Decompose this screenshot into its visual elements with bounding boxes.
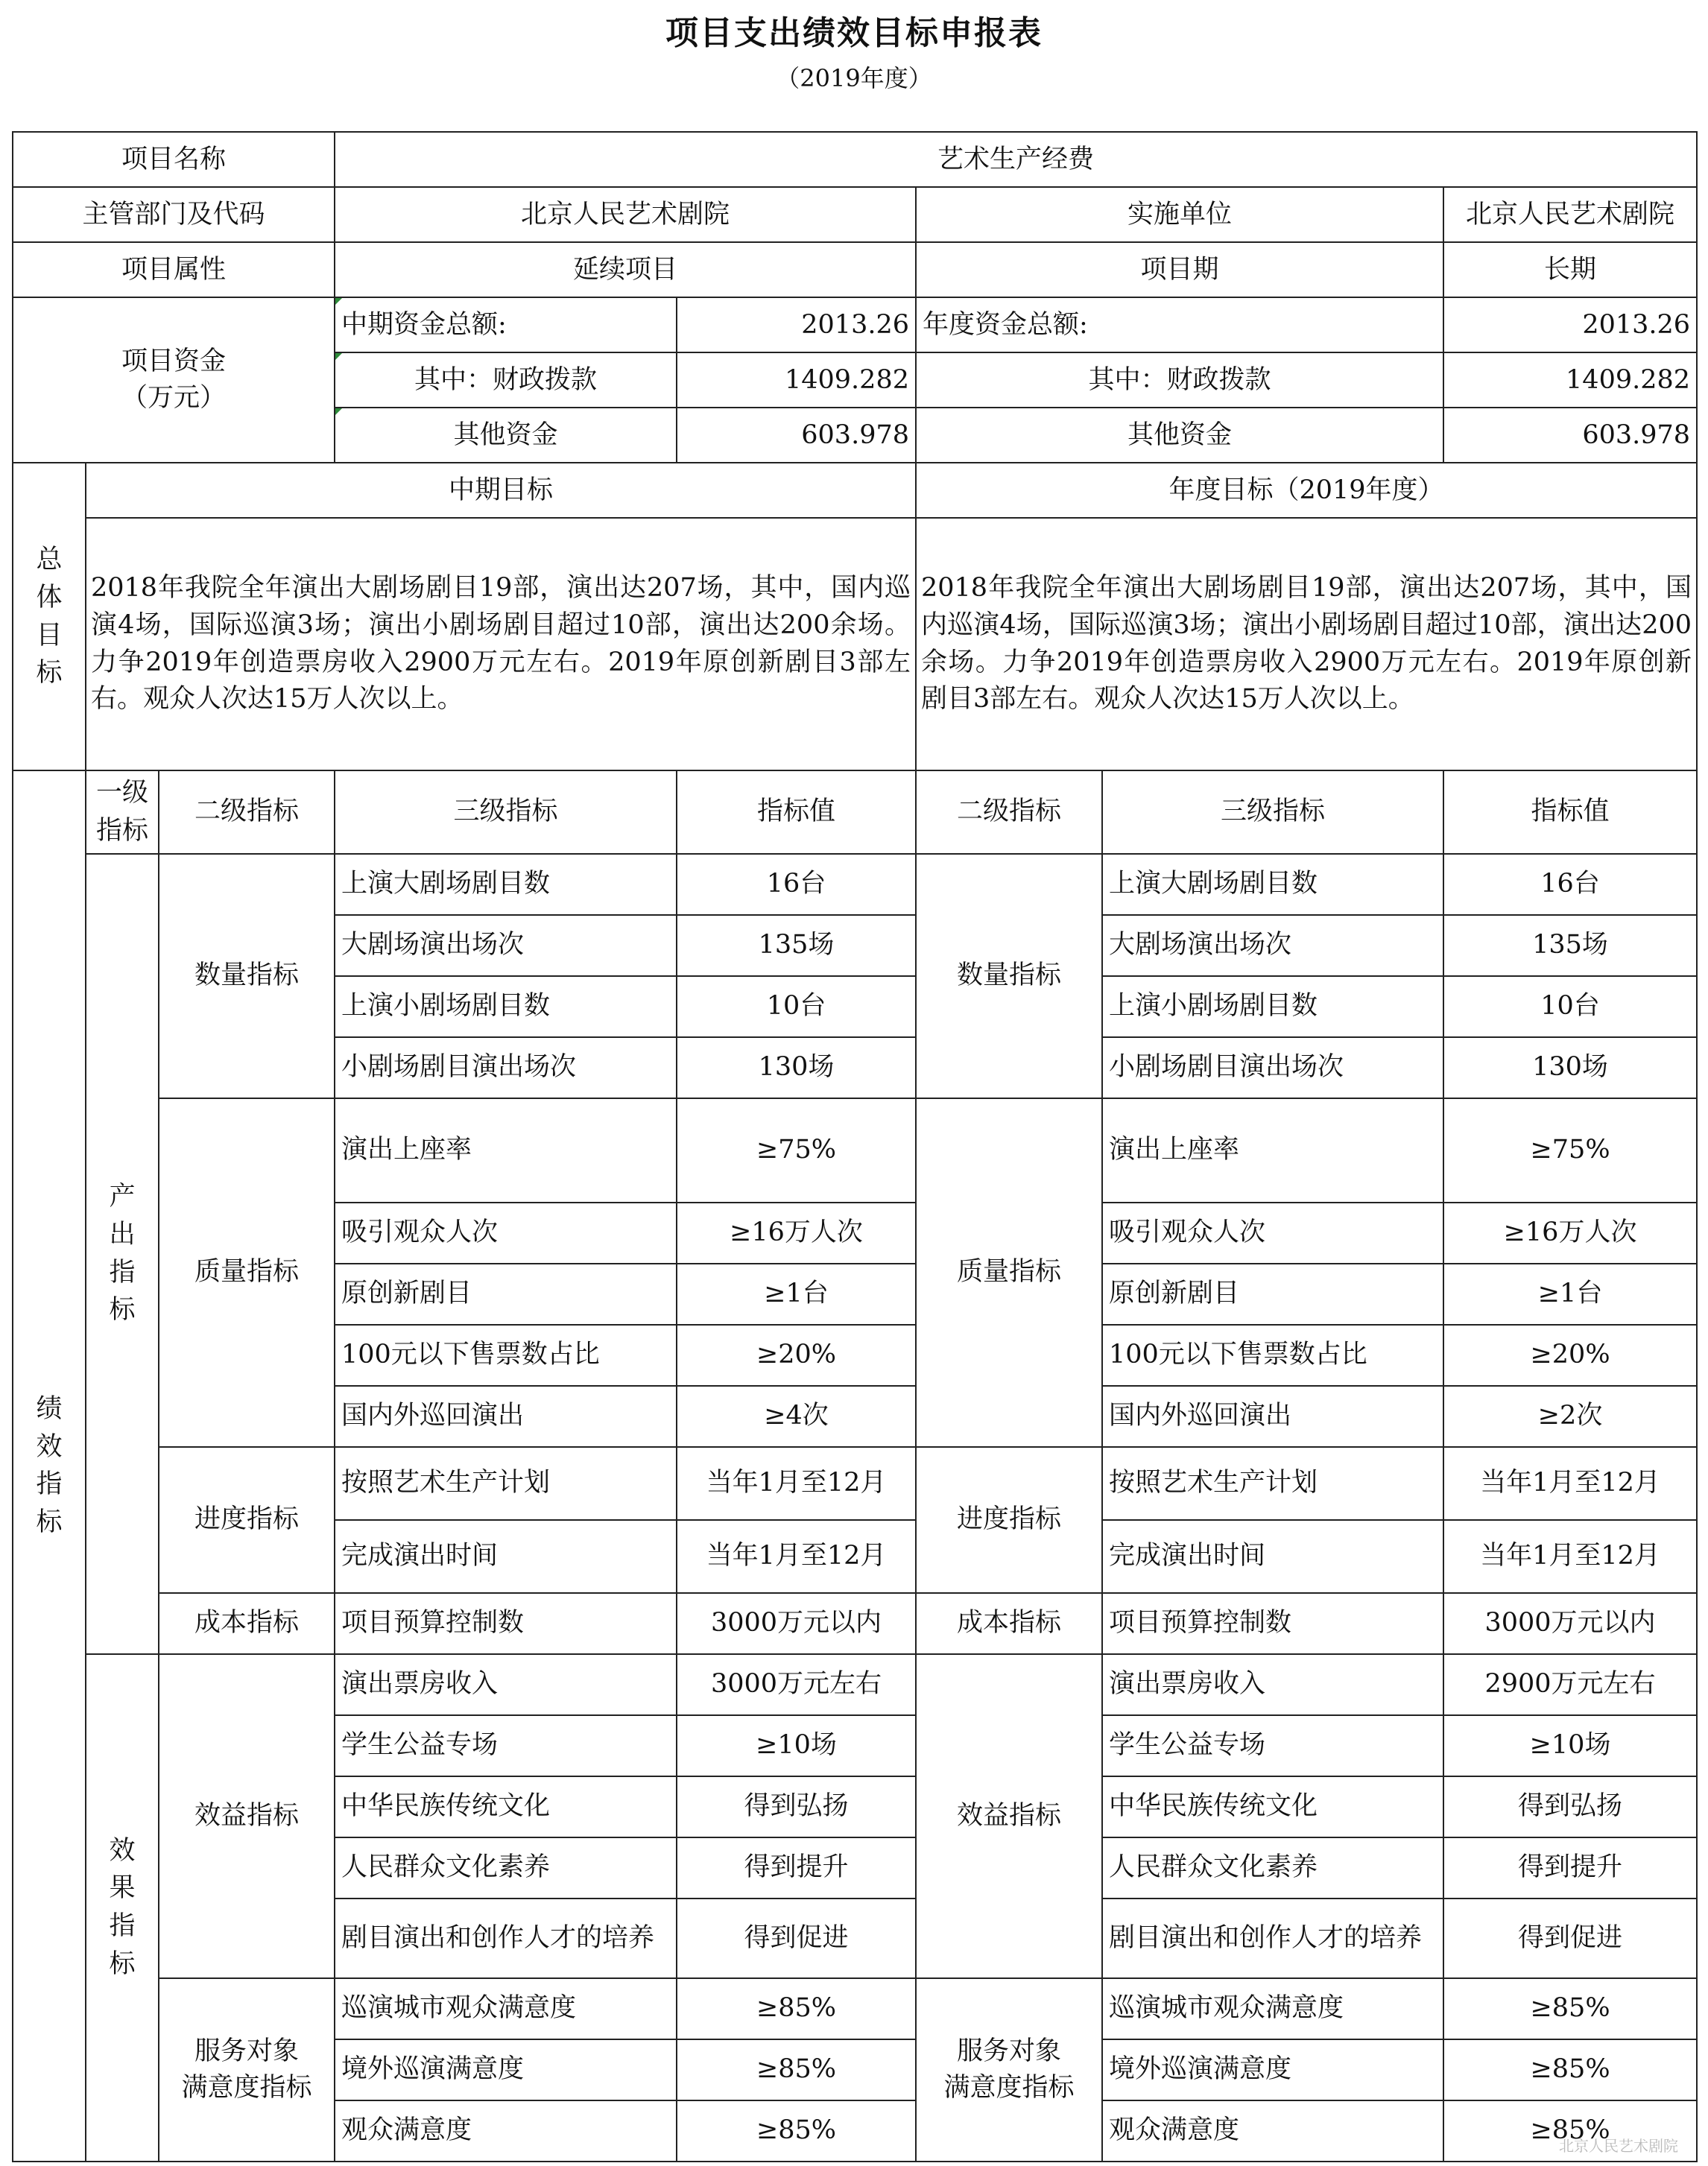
indicator-name: 上演大剧场剧目数 bbox=[335, 854, 677, 915]
indicator-name: 原创新剧目 bbox=[335, 1264, 677, 1325]
indicator-value-year: ≥16万人次 bbox=[1443, 1203, 1697, 1264]
indicator-name: 学生公益专场 bbox=[1102, 1715, 1443, 1776]
attr-label: 项目属性 bbox=[13, 242, 335, 297]
indicator-value-year: ≥20% bbox=[1443, 1325, 1697, 1386]
indicator-name: 学生公益专场 bbox=[335, 1715, 677, 1776]
indicator-value-year: ≥85% bbox=[1443, 1978, 1697, 2039]
quality-indicator-year: 质量指标 bbox=[916, 1098, 1102, 1447]
satisfaction-indicator-year: 服务对象 满意度指标 bbox=[916, 1978, 1102, 2162]
indicator-name: 吸引观众人次 bbox=[1102, 1203, 1443, 1264]
level3-header-year: 三级指标 bbox=[1102, 770, 1443, 854]
project-name-value: 艺术生产经费 bbox=[335, 132, 1697, 187]
indicator-name: 上演小剧场剧目数 bbox=[335, 976, 677, 1037]
mid-fiscal-label: 其中：财政拨款 bbox=[335, 352, 677, 408]
year-other-label: 其他资金 bbox=[916, 408, 1443, 463]
indicator-name: 项目预算控制数 bbox=[1102, 1593, 1443, 1654]
year-total-label: 年度资金总额: bbox=[916, 297, 1443, 352]
value-header-mid: 指标值 bbox=[677, 770, 916, 854]
indicator-name: 小剧场剧目演出场次 bbox=[335, 1037, 677, 1098]
indicator-value-mid: 16台 bbox=[677, 854, 916, 915]
dept-value: 北京人民艺术剧院 bbox=[335, 187, 916, 242]
indicator-name: 小剧场剧目演出场次 bbox=[1102, 1037, 1443, 1098]
value-header-year: 指标值 bbox=[1443, 770, 1697, 854]
row-goal-headers bbox=[13, 463, 1697, 518]
indicator-value-year: 135场 bbox=[1443, 915, 1697, 976]
output-indicator-label: 产 出 指 标 bbox=[86, 854, 159, 1654]
indicator-name: 中华民族传统文化 bbox=[1102, 1776, 1443, 1837]
indicator-name: 观众满意度 bbox=[335, 2100, 677, 2162]
indicator-value-mid: 得到提升 bbox=[677, 1837, 916, 1899]
indicator-value-year: 3000万元以内 bbox=[1443, 1593, 1697, 1654]
year-goal-text: 2018年我院全年演出大剧场剧目19部，演出达207场，其中，国内巡演4场，国际巡演3场；演出小剧场剧目超过10部，演出达200余场。力争2019年创造票房收入2900万元左右。2019年原创新剧目3部左右。观众人次达15万人次以上。 bbox=[916, 518, 1697, 770]
indicator-name: 人民群众文化素养 bbox=[335, 1837, 677, 1899]
form-title: 项目支出绩效目标申报表 bbox=[665, 14, 1043, 52]
indicator-value-year: 130场 bbox=[1443, 1037, 1697, 1098]
indicator-value-mid: ≥85% bbox=[677, 2039, 916, 2100]
indicator-name: 演出上座率 bbox=[1102, 1098, 1443, 1203]
indicator-value-year: 16台 bbox=[1443, 854, 1697, 915]
mid-other-value: 603.978 bbox=[677, 408, 916, 463]
indicator-value-mid: ≥16万人次 bbox=[677, 1203, 916, 1264]
indicator-value-mid: 3000万元左右 bbox=[677, 1654, 916, 1715]
indicator-value-mid: 得到弘扬 bbox=[677, 1776, 916, 1837]
indicator-value-mid: 当年1月至12月 bbox=[677, 1447, 916, 1520]
indicator-name: 按照艺术生产计划 bbox=[335, 1447, 677, 1520]
dept-label: 主管部门及代码 bbox=[13, 187, 335, 242]
indicator-name: 上演大剧场剧目数 bbox=[1102, 854, 1443, 915]
attr-value: 延续项目 bbox=[335, 242, 916, 297]
benefit-indicator-mid: 效益指标 bbox=[159, 1654, 335, 1978]
mid-total-label: 中期资金总额: bbox=[335, 297, 677, 352]
year-fiscal-value: 1409.282 bbox=[1443, 352, 1697, 408]
period-value: 长期 bbox=[1443, 242, 1697, 297]
row-project-name bbox=[13, 132, 1697, 187]
table-row bbox=[13, 1447, 1697, 1520]
indicator-name: 演出票房收入 bbox=[1102, 1654, 1443, 1715]
indicator-value-year: ≥1台 bbox=[1443, 1264, 1697, 1325]
progress-indicator-mid: 进度指标 bbox=[159, 1447, 335, 1593]
table-row bbox=[13, 1098, 1697, 1203]
indicator-value-mid: ≥4次 bbox=[677, 1386, 916, 1447]
period-label: 项目期 bbox=[916, 242, 1443, 297]
indicator-name: 100元以下售票数占比 bbox=[335, 1325, 677, 1386]
indicator-name: 按照艺术生产计划 bbox=[1102, 1447, 1443, 1520]
row-goal-text bbox=[13, 518, 1697, 770]
unit-value: 北京人民艺术剧院 bbox=[1443, 187, 1697, 242]
mid-goal-text: 2018年我院全年演出大剧场剧目19部，演出达207场，其中，国内巡演4场，国际巡演3场；演出小剧场剧目超过10部，演出达200余场。力争2019年创造票房收入2900万元左右。2019年原创新剧目3部左右。观众人次达15万人次以上。 bbox=[86, 518, 916, 770]
indicator-name: 大剧场演出场次 bbox=[335, 915, 677, 976]
fund-label-line2: （万元） bbox=[121, 383, 226, 413]
cost-indicator-year: 成本指标 bbox=[916, 1593, 1102, 1654]
mid-total-value: 2013.26 bbox=[677, 297, 916, 352]
indicator-name: 大剧场演出场次 bbox=[1102, 915, 1443, 976]
indicator-value-mid: ≥1台 bbox=[677, 1264, 916, 1325]
quantity-indicator-mid: 数量指标 bbox=[159, 854, 335, 1098]
indicator-name: 演出上座率 bbox=[335, 1098, 677, 1203]
indicator-value-year: 2900万元左右 bbox=[1443, 1654, 1697, 1715]
indicator-value-mid: 3000万元以内 bbox=[677, 1593, 916, 1654]
indicator-value-mid: 135场 bbox=[677, 915, 916, 976]
indicator-value-mid: 得到促进 bbox=[677, 1899, 916, 1978]
indicator-value-year: 10台 bbox=[1443, 976, 1697, 1037]
satisfaction-indicator-mid: 服务对象 满意度指标 bbox=[159, 1978, 335, 2162]
indicator-value-year: ≥85% bbox=[1443, 2100, 1697, 2162]
indicator-name: 吸引观众人次 bbox=[335, 1203, 677, 1264]
indicator-name: 人民群众文化素养 bbox=[1102, 1837, 1443, 1899]
indicator-value-year: ≥75% bbox=[1443, 1098, 1697, 1203]
indicator-value-year: ≥10场 bbox=[1443, 1715, 1697, 1776]
level1-header: 一级 指标 bbox=[86, 770, 159, 854]
row-attribute bbox=[13, 242, 1697, 297]
form-subtitle: （2019年度） bbox=[776, 64, 932, 92]
cost-indicator-mid: 成本指标 bbox=[159, 1593, 335, 1654]
effect-indicator-label: 效 果 指 标 bbox=[86, 1654, 159, 2162]
indicator-name: 100元以下售票数占比 bbox=[1102, 1325, 1443, 1386]
table-row bbox=[13, 854, 1697, 915]
level2-header-year: 二级指标 bbox=[916, 770, 1102, 854]
unit-label: 实施单位 bbox=[916, 187, 1443, 242]
indicator-name: 完成演出时间 bbox=[335, 1520, 677, 1593]
indicator-name: 国内外巡回演出 bbox=[1102, 1386, 1443, 1447]
fund-label bbox=[13, 297, 335, 463]
benefit-indicator-year: 效益指标 bbox=[916, 1654, 1102, 1978]
indicator-value-mid: ≥20% bbox=[677, 1325, 916, 1386]
indicator-name: 剧目演出和创作人才的培养 bbox=[335, 1899, 677, 1978]
indicator-value-year: 当年1月至12月 bbox=[1443, 1520, 1697, 1593]
year-other-value: 603.978 bbox=[1443, 408, 1697, 463]
row-fund-total bbox=[13, 297, 1697, 352]
indicator-value-year: 得到促进 bbox=[1443, 1899, 1697, 1978]
level3-header-mid: 三级指标 bbox=[335, 770, 677, 854]
year-total-value: 2013.26 bbox=[1443, 297, 1697, 352]
mid-goal-header: 中期目标 bbox=[86, 463, 916, 518]
indicator-name: 国内外巡回演出 bbox=[335, 1386, 677, 1447]
indicator-name: 巡演城市观众满意度 bbox=[335, 1978, 677, 2039]
indicator-value-mid: 10台 bbox=[677, 976, 916, 1037]
indicator-value-mid: ≥85% bbox=[677, 2100, 916, 2162]
indicator-value-mid: ≥10场 bbox=[677, 1715, 916, 1776]
indicator-name: 剧目演出和创作人才的培养 bbox=[1102, 1899, 1443, 1978]
mid-other-label: 其他资金 bbox=[335, 408, 677, 463]
overall-goal-side-label: 总 体 目 标 bbox=[13, 463, 86, 770]
indicator-value-year: 当年1月至12月 bbox=[1443, 1447, 1697, 1520]
indicator-name: 演出票房收入 bbox=[335, 1654, 677, 1715]
mid-fiscal-value: 1409.282 bbox=[677, 352, 916, 408]
indicator-value-year: 得到弘扬 bbox=[1443, 1776, 1697, 1837]
indicator-value-year: ≥2次 bbox=[1443, 1386, 1697, 1447]
indicator-name: 巡演城市观众满意度 bbox=[1102, 1978, 1443, 2039]
year-goal-header: 年度目标（2019年度） bbox=[916, 463, 1697, 518]
indicator-name: 项目预算控制数 bbox=[335, 1593, 677, 1654]
fund-label-line1: 项目资金 bbox=[121, 346, 226, 376]
indicator-value-year: ≥85% bbox=[1443, 2039, 1697, 2100]
indicator-name: 观众满意度 bbox=[1102, 2100, 1443, 2162]
row-department bbox=[13, 187, 1697, 242]
performance-indicator-side-label: 绩 效 指 标 bbox=[13, 770, 86, 2162]
indicator-name: 中华民族传统文化 bbox=[335, 1776, 677, 1837]
progress-indicator-year: 进度指标 bbox=[916, 1447, 1102, 1593]
indicator-name: 境外巡演满意度 bbox=[335, 2039, 677, 2100]
year-fiscal-label: 其中：财政拨款 bbox=[916, 352, 1443, 408]
performance-goal-table bbox=[12, 131, 1698, 2162]
table-row bbox=[13, 1654, 1697, 1715]
level2-header-mid: 二级指标 bbox=[159, 770, 335, 854]
watermark: 北京人民艺术剧院 bbox=[1559, 2137, 1678, 2155]
table-row bbox=[13, 1978, 1697, 2039]
indicator-name: 境外巡演满意度 bbox=[1102, 2039, 1443, 2100]
indicator-value-mid: ≥85% bbox=[677, 1978, 916, 2039]
project-name-label: 项目名称 bbox=[13, 132, 335, 187]
indicator-value-mid: ≥75% bbox=[677, 1098, 916, 1203]
indicator-name: 上演小剧场剧目数 bbox=[1102, 976, 1443, 1037]
table-row bbox=[13, 1593, 1697, 1654]
indicator-value-year: 得到提升 bbox=[1443, 1837, 1697, 1899]
quality-indicator-mid: 质量指标 bbox=[159, 1098, 335, 1447]
indicator-name: 原创新剧目 bbox=[1102, 1264, 1443, 1325]
quantity-indicator-year: 数量指标 bbox=[916, 854, 1102, 1098]
indicator-value-mid: 当年1月至12月 bbox=[677, 1520, 916, 1593]
row-indicator-header bbox=[13, 770, 1697, 854]
indicator-value-mid: 130场 bbox=[677, 1037, 916, 1098]
indicator-name: 完成演出时间 bbox=[1102, 1520, 1443, 1593]
